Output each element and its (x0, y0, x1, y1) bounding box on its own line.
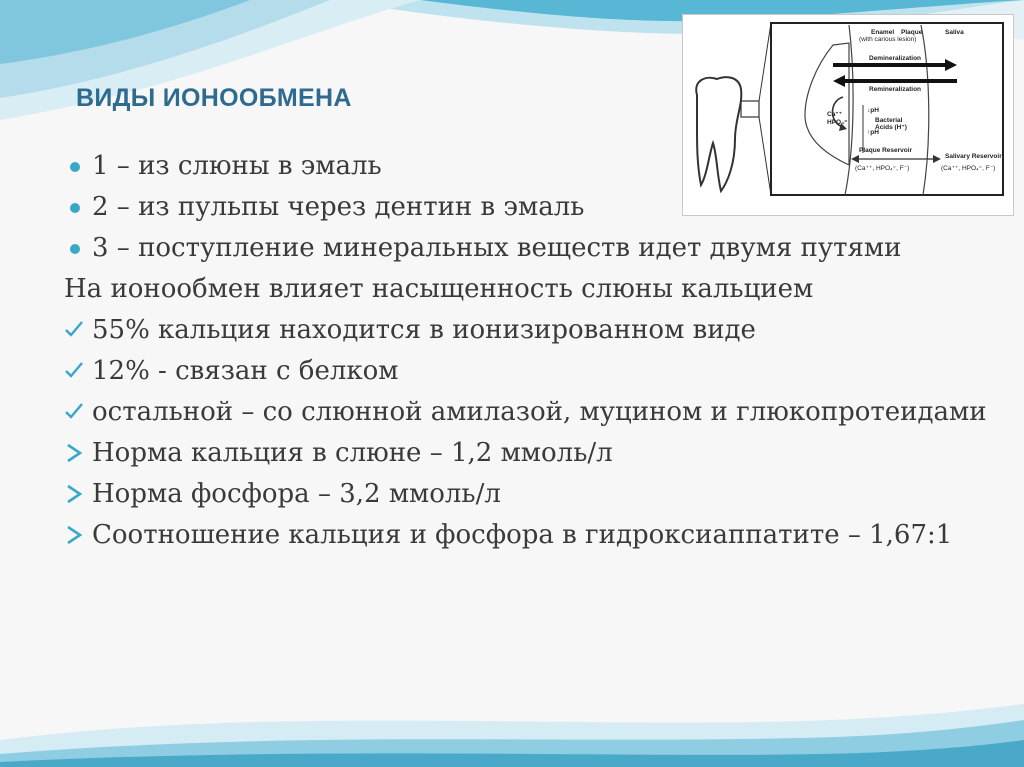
list-item-text: Норма кальция в слюне – 1,2 ммоль/л (92, 438, 613, 468)
arrowhead-icon (64, 437, 88, 470)
list-item (60, 150, 990, 183)
checkmark-icon (64, 314, 88, 347)
list-item-text: 12% - связан с белком (92, 356, 399, 386)
label-plaque: Plaque (901, 29, 923, 36)
list-item (60, 314, 990, 347)
label-remineralization: Remineralization (869, 86, 922, 93)
list-item-text: 3 – поступление минеральных веществ идет двумя путями (92, 233, 902, 263)
label-enamel-sub: (with carious lesion) (859, 36, 917, 43)
decorative-waves-bottom (0, 700, 1024, 767)
list-item-text: 2 – из пульпы через дентин в эмаль (92, 192, 585, 222)
label-enamel: Enamel (871, 29, 895, 36)
slide-title: ВИДЫ ИОНООБМЕНА (76, 84, 352, 112)
list-item (60, 191, 990, 224)
enamel-lesion (805, 43, 849, 165)
checkmark-icon (64, 396, 88, 429)
list-item (60, 273, 990, 306)
label-ca-ions: Ca⁺⁺ (827, 111, 843, 118)
checkmark-icon (64, 355, 88, 388)
list-item-text: остальной – со слюнной амилазой, муцином и глюкопротеидами (92, 397, 987, 427)
label-salivary-reservoir: Salivary Reservoir (945, 153, 1002, 160)
arrowhead-icon (64, 478, 88, 511)
bullet-dot-icon (64, 150, 88, 183)
list-item (60, 355, 990, 388)
list-item-text: Норма фосфора – 3,2 ммоль/л (92, 479, 501, 509)
bullet-dot-icon (64, 191, 88, 224)
label-saliva: Saliva (945, 29, 964, 36)
label-demineralization: Demineralization (869, 55, 922, 62)
label-ph-up: ↑pH (867, 129, 879, 136)
label-ph-down: ↓pH (867, 107, 879, 114)
list-item-text: 55% кальция находится в ионизированном виде (92, 315, 756, 345)
list-item (60, 232, 990, 265)
list-item-text: На ионообмен влияет насыщенность слюны кальцием (64, 274, 814, 304)
bullet-list (60, 150, 990, 560)
list-item (60, 437, 990, 470)
bullet-dot-icon (64, 232, 88, 265)
list-item (60, 478, 990, 511)
label-hpo4: HPO₄⁼ (827, 119, 848, 126)
label-salivary-reservoir-ions: (Ca⁺⁺, HPO₄⁼, F⁻) (941, 165, 996, 172)
list-item-text: 1 – из слюны в эмаль (92, 151, 382, 181)
list-item (60, 519, 990, 552)
list-item-text: Соотношение кальция и фосфора в гидроксиаппатите – 1,67:1 (92, 520, 953, 550)
label-plaque-reservoir: Plaque Reservoir (859, 147, 913, 154)
label-bacterial-acids: Bacterial Acids (H⁺) (875, 117, 907, 131)
magnify-box (741, 101, 759, 117)
arrowhead-icon (64, 519, 88, 552)
label-plaque-reservoir-ions: (Ca⁺⁺, HPO₄⁼, F⁻) (855, 165, 910, 172)
list-item (60, 396, 990, 429)
